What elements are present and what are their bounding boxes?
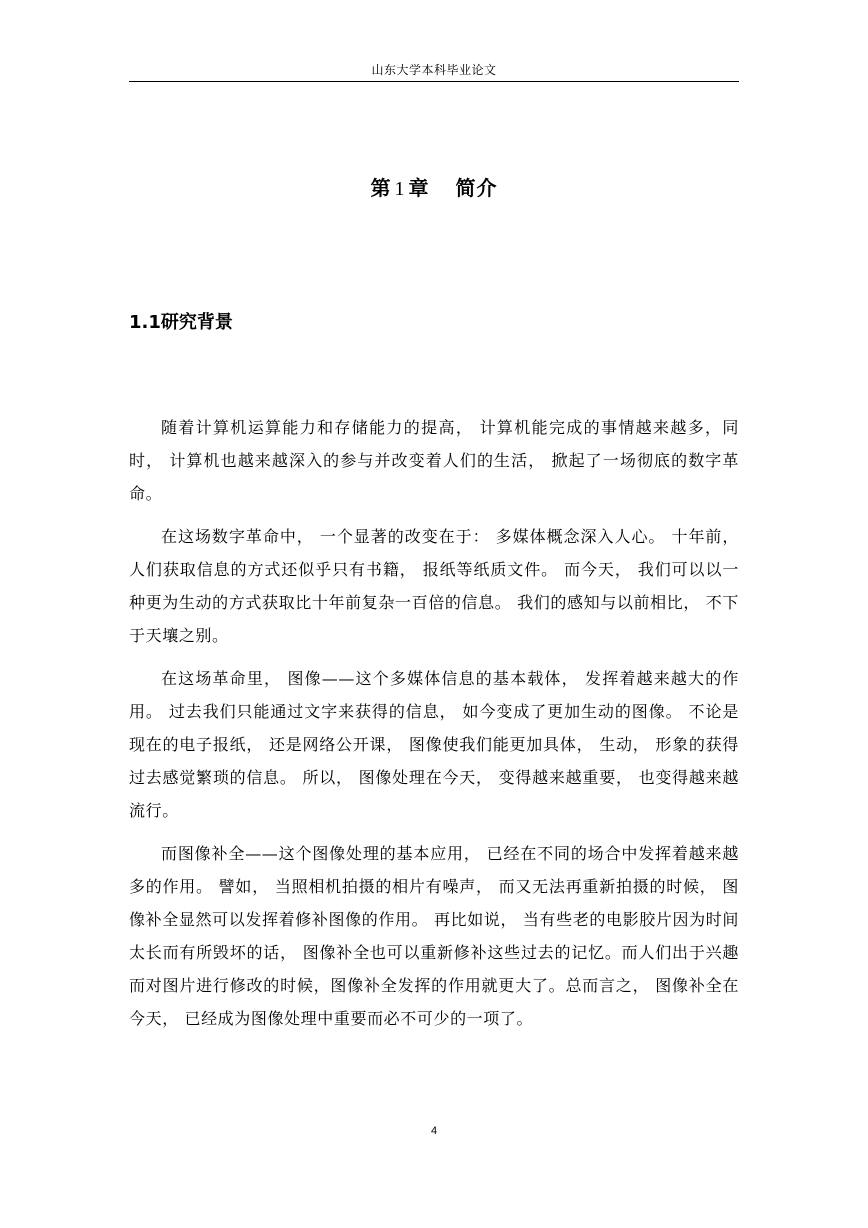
body-text [129,411,739,1045]
paragraph: 在这场革命里， 图像——这个多媒体信息的基本载体， 发挥着越来越大的作用。 过去我们只能通过文字来获得的信息， 如今变成了更加生动的图像。 不论是现在的电子报纸， 还是网络公开课， 图像使我们能更加具体， 生动， 形象的获得过去感觉繁琐的信息。 所以， 图像处理在今天， 变得越来越重要， 也变得越来越流行。 [129,669,739,820]
chapter-prefix: 第 [370,176,392,200]
chapter-number: 1 [394,178,406,200]
paragraph: 而图像补全——这个图像处理的基本应用， 已经在不同的场合中发挥着越来越多的作用。 譬如， 当照相机拍摄的相片有噪声， 而又无法再重新拍摄的时候， 图像补全显然可以发挥着修补图像的作用。 再比如说， 当有些老的电影胶片因为时间太长而有所毁坏的话， 图像补全也可以重新修补这些过去的记忆。而人们出于兴趣而对图片进行修改的时候，图像补全发挥的作用就更大了。总而言之， 图像补全在今天， 已经成为图像处理中重要而必不可少的一项了。 [129,844,739,1028]
header-title: 山东大学本科毕业论文 [371,63,497,77]
chapter-heading [0,172,868,201]
page-number: 4 [430,1125,438,1137]
section-heading: 1.1研究背景 [129,312,233,333]
chapter-suffix: 章 [408,176,430,200]
paragraph: 随着计算机运算能力和存储能力的提高， 计算机能完成的事情越来越多，同时， 计算机也越来越深入的参与并改变着人们的生活， 掀起了一场彻底的数字革命。 [129,418,739,503]
paragraph: 在这场数字革命中， 一个显著的改变在于： 多媒体概念深入人心。 十年前， 人们获取信息的方式还似乎只有书籍， 报纸等纸质文件。 而今天， 我们可以以一种更为生动的方式获取比十年前复杂一百倍的信息。 我们的感知与以前相比， 不下于天壤之别。 [129,527,739,645]
chapter-title: 简介 [455,176,498,200]
header-divider [129,81,739,82]
